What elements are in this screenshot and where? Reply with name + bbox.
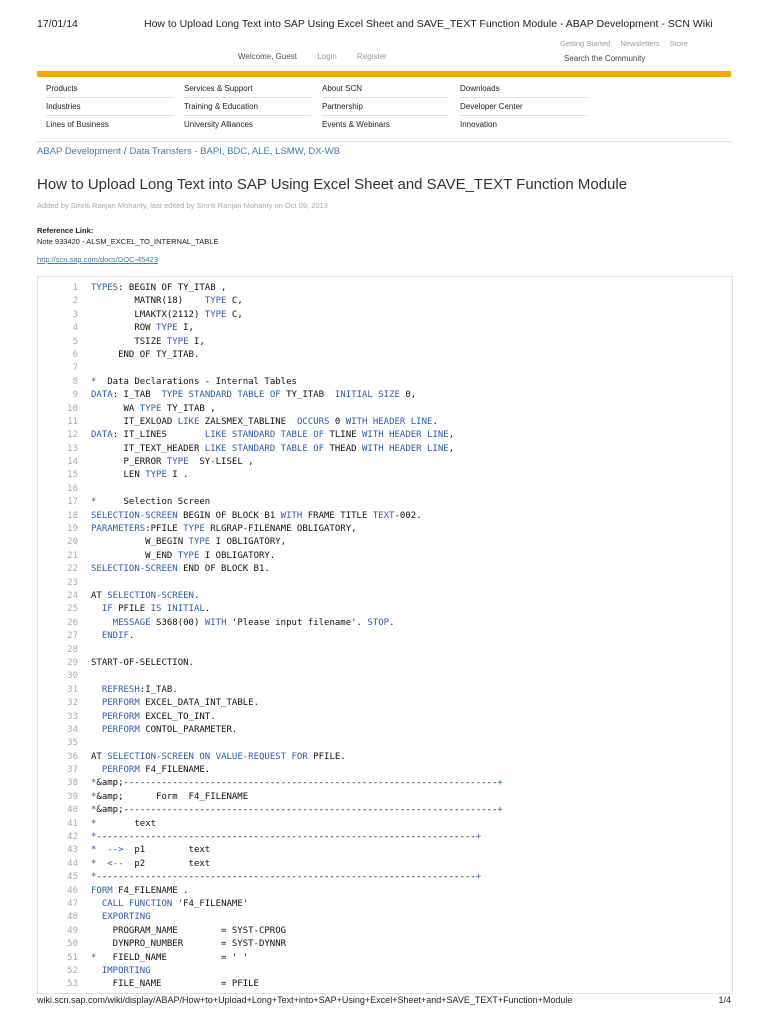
nav-accent-bar	[37, 71, 731, 77]
code-text: DATA: IT_LINES LIKE STANDARD TABLE OF TLINE WITH HEADER LINE,	[91, 430, 455, 441]
code-line	[38, 630, 732, 643]
breadcrumb	[37, 146, 340, 157]
line-number: 45	[67, 872, 78, 883]
line-number: 2	[72, 296, 78, 307]
code-line	[38, 362, 732, 375]
code-line	[38, 831, 732, 844]
line-number: 40	[67, 805, 78, 816]
code-line	[38, 938, 732, 951]
article-byline: Added by Smriti Ranjan Mohanty, last edited by Smriti Ranjan Mohanty on Oct 09, 2013	[37, 201, 328, 210]
code-line	[38, 322, 732, 335]
code-text: SELECTION-SCREEN BEGIN OF BLOCK B1 WITH FRAME TITLE TEXT-002.	[91, 510, 422, 521]
code-text: MATNR(18) TYPE C,	[91, 296, 243, 307]
code-text: * <-- p2 text	[91, 858, 211, 869]
nav-item-partnership[interactable]: Partnership	[322, 98, 449, 116]
line-number: 44	[67, 858, 78, 869]
breadcrumb-parent[interactable]: ABAP Development	[37, 146, 121, 157]
code-lines	[38, 282, 732, 992]
newsletters-link[interactable]: Newsletters	[620, 39, 660, 48]
print-title: How to Upload Long Text into SAP Using Excel Sheet and SAVE_TEXT Function Module - ABAP Development - SCN Wiki	[144, 18, 713, 30]
code-line	[38, 844, 732, 857]
line-number: 6	[72, 349, 78, 360]
code-text: TSIZE TYPE I,	[91, 336, 205, 347]
code-line	[38, 898, 732, 911]
code-line	[38, 336, 732, 349]
line-number: 4	[72, 323, 78, 334]
code-text: P_ERROR TYPE SY-LISEL ,	[91, 457, 254, 468]
print-header	[0, 0, 768, 36]
code-line	[38, 295, 732, 308]
breadcrumb-current[interactable]: Data Transfers - BAPI, BDC, ALE, LSMW, DX-WB	[129, 146, 341, 157]
line-number: 33	[67, 711, 78, 722]
code-line	[38, 777, 732, 790]
line-number: 22	[67, 564, 78, 575]
line-number: 42	[67, 832, 78, 843]
nav-item-industries[interactable]: Industries	[46, 98, 173, 116]
code-line	[38, 349, 732, 362]
code-line	[38, 389, 732, 402]
nav-item-downloads[interactable]: Downloads	[460, 80, 587, 98]
code-line	[38, 978, 732, 991]
code-line	[38, 911, 732, 924]
line-number: 38	[67, 778, 78, 789]
code-line	[38, 456, 732, 469]
code-text: EXPORTING	[101, 912, 151, 923]
code-text: * FIELD_NAME = ' '	[91, 952, 249, 963]
code-line	[38, 282, 732, 295]
code-text: *----------------------------------------------------------------------+	[91, 872, 482, 883]
line-number: 50	[67, 939, 78, 950]
code-line	[38, 309, 732, 322]
code-line	[38, 791, 732, 804]
nav-item-about-scn[interactable]: About SCN	[322, 80, 449, 98]
code-line	[38, 429, 732, 442]
line-number: 21	[67, 550, 78, 561]
code-text: ROW TYPE I,	[91, 323, 194, 334]
code-text: IT_EXLOAD LIKE ZALSMEX_TABLINE OCCURS 0 WITH HEADER LINE.	[91, 416, 438, 427]
line-number: 1	[72, 283, 78, 293]
nav-item-innovation[interactable]: Innovation	[460, 120, 497, 129]
code-line	[38, 483, 732, 496]
code-line	[38, 885, 732, 898]
code-line	[38, 965, 732, 978]
code-text: *----------------------------------------------------------------------+	[91, 832, 482, 843]
code-line	[38, 403, 732, 416]
line-number: 16	[67, 483, 78, 494]
line-number: 46	[67, 885, 78, 896]
line-number: 25	[67, 604, 78, 615]
line-number: 37	[67, 765, 78, 776]
code-line	[38, 496, 732, 509]
breadcrumb-separator: /	[123, 146, 127, 157]
code-text: TYPES: BEGIN OF TY_ITAB ,	[91, 283, 227, 293]
code-text: PERFORM EXCEL_DATA_INT_TABLE.	[101, 698, 259, 709]
search-community-link[interactable]: Search the Community	[564, 54, 646, 63]
utility-links	[560, 39, 696, 48]
welcome-row	[238, 52, 405, 61]
print-date: 17/01/14	[37, 18, 78, 30]
nav-item-lines-of-business[interactable]: Lines of Business	[46, 120, 109, 129]
code-text: PERFORM EXCEL_TO_INT.	[101, 711, 216, 722]
code-text: * text	[91, 818, 157, 829]
code-line	[38, 644, 732, 657]
line-number: 52	[67, 965, 78, 976]
nav-row	[37, 80, 731, 98]
code-text: LEN TYPE I .	[91, 470, 189, 481]
code-text: IT_TEXT_HEADER LIKE STANDARD TABLE OF THEAD WITH HEADER LINE,	[91, 443, 455, 454]
code-line	[38, 590, 732, 603]
code-line	[38, 724, 732, 737]
line-number: 51	[67, 952, 78, 963]
line-number: 35	[67, 738, 78, 749]
code-line	[38, 469, 732, 482]
nav-row	[37, 98, 731, 116]
code-line	[38, 952, 732, 965]
line-number: 20	[67, 537, 78, 548]
line-number: 11	[67, 416, 78, 427]
code-line	[38, 617, 732, 630]
nav-item-products[interactable]: Products	[46, 80, 173, 98]
line-number: 41	[67, 818, 78, 829]
line-number: 17	[67, 497, 78, 508]
code-text: *&amp; Form F4_FILENAME	[91, 791, 249, 802]
code-line	[38, 684, 732, 697]
code-text: START-OF-SELECTION.	[91, 657, 194, 668]
nav-row	[37, 116, 731, 134]
line-number: 24	[67, 590, 78, 601]
code-line	[38, 764, 732, 777]
reference-note: Note 933420 - ALSM_EXCEL_TO_INTERNAL_TABLE	[37, 237, 219, 246]
line-number: 36	[67, 751, 78, 762]
line-number: 27	[67, 631, 78, 642]
code-text: DYNPRO_NUMBER = SYST-DYNNR	[91, 939, 287, 950]
code-line	[38, 550, 732, 563]
store-link[interactable]: Store	[669, 39, 688, 48]
line-number: 29	[67, 657, 78, 668]
line-number: 8	[72, 376, 78, 387]
code-text: LMAKTX(2112) TYPE C,	[91, 309, 243, 320]
nav-item-training-education[interactable]: Training & Education	[184, 98, 311, 116]
line-number: 28	[67, 644, 78, 655]
code-text: MESSAGE S368(00) WITH 'Please input filename'. STOP.	[112, 617, 395, 628]
line-number: 31	[67, 684, 78, 695]
code-text: ENDIF.	[101, 631, 135, 642]
page-number: 1/4	[718, 995, 731, 1005]
line-number: 3	[72, 309, 78, 320]
line-number: 47	[67, 898, 78, 909]
footer-url: wiki.scn.sap.com/wiki/display/ABAP/How+to+Upload+Long+Text+into+SAP+Using+Excel+Sheet+and+SAVE_TEXT+Function+Module	[37, 995, 573, 1005]
nav-item-developer-center[interactable]: Developer Center	[460, 98, 587, 116]
line-number: 30	[67, 671, 78, 682]
page-title: How to Upload Long Text into SAP Using Excel Sheet and SAVE_TEXT Function Module	[37, 176, 628, 193]
code-text: PERFORM CONTOL_PARAMETER.	[101, 724, 238, 735]
code-block	[37, 276, 733, 994]
code-text: * Data Declarations - Internal Tables	[91, 376, 297, 387]
line-number: 43	[67, 845, 78, 856]
reference-link[interactable]: http://scn.sap.com/docs/DOC-45423	[37, 255, 158, 264]
code-text: * --> p1 text	[91, 845, 211, 856]
nav-divider	[37, 141, 731, 142]
code-text: DATA: I_TAB TYPE STANDARD TABLE OF TY_ITAB INITIAL SIZE 0,	[91, 390, 417, 401]
line-number: 23	[67, 577, 78, 588]
code-line	[38, 871, 732, 884]
code-line	[38, 818, 732, 831]
code-text: END OF TY_ITAB.	[91, 349, 200, 360]
code-text: PARAMETERS:PFILE TYPE RLGRAP-FILENAME OBLIGATORY,	[91, 524, 357, 535]
line-number: 12	[67, 430, 78, 441]
nav-item-services-support[interactable]: Services & Support	[184, 80, 311, 98]
code-line	[38, 443, 732, 456]
code-text: SELECTION-SCREEN END OF BLOCK B1.	[91, 564, 270, 575]
code-line	[38, 751, 732, 764]
code-text: WA TYPE TY_ITAB ,	[91, 403, 216, 414]
code-text: AT SELECTION-SCREEN ON VALUE-REQUEST FOR PFILE.	[91, 751, 346, 762]
code-text: CALL FUNCTION 'F4_FILENAME'	[101, 898, 249, 909]
line-number: 10	[67, 403, 78, 414]
code-text: IMPORTING	[101, 965, 151, 976]
code-text: PROGRAM_NAME = SYST-CPROG	[91, 925, 287, 936]
login-link[interactable]: Login	[317, 52, 337, 61]
main-nav	[37, 80, 731, 134]
code-text: AT SELECTION-SCREEN.	[91, 590, 200, 601]
code-text: *&amp;---------------------------------------------------------------------+	[91, 805, 503, 816]
code-text: PERFORM F4_FILENAME.	[101, 765, 211, 776]
code-line	[38, 416, 732, 429]
line-number: 5	[72, 336, 78, 347]
code-text: FORM F4_FILENAME .	[91, 885, 189, 896]
welcome-text: Welcome, Guest	[238, 52, 297, 61]
code-line	[38, 603, 732, 616]
code-text: W_BEGIN TYPE I OBLIGATORY,	[91, 537, 287, 548]
code-line	[38, 657, 732, 670]
code-line	[38, 523, 732, 536]
code-line	[38, 697, 732, 710]
code-text: W_END TYPE I OBLIGATORY.	[91, 550, 276, 561]
line-number: 32	[67, 698, 78, 709]
line-number: 26	[67, 617, 78, 628]
code-line	[38, 577, 732, 590]
code-line	[38, 925, 732, 938]
code-text: FILE_NAME = PFILE	[91, 979, 259, 990]
nav-item-events-webinars[interactable]: Events & Webinars	[322, 120, 390, 129]
line-number: 15	[67, 470, 78, 481]
code-line	[38, 711, 732, 724]
nav-item-university-alliances[interactable]: University Alliances	[184, 120, 253, 129]
line-number: 34	[67, 724, 78, 735]
code-line	[38, 804, 732, 817]
line-number: 9	[72, 390, 78, 401]
code-line	[38, 563, 732, 576]
register-link[interactable]: Register	[357, 52, 387, 61]
reference-label: Reference Link:	[37, 226, 94, 235]
line-number: 13	[67, 443, 78, 454]
code-line	[38, 858, 732, 871]
code-text: * Selection Screen	[91, 497, 211, 508]
line-number: 39	[67, 791, 78, 802]
line-number: 53	[67, 979, 78, 990]
code-text: IF PFILE IS INITIAL.	[101, 604, 211, 615]
code-text: REFRESH:I_TAB.	[101, 684, 178, 695]
code-line	[38, 536, 732, 549]
code-line	[38, 510, 732, 523]
line-number: 14	[67, 457, 78, 468]
code-line	[38, 737, 732, 750]
getting-started-link[interactable]: Getting Started	[560, 39, 611, 48]
line-number: 49	[67, 925, 78, 936]
line-number: 48	[67, 912, 78, 923]
line-number: 18	[67, 510, 78, 521]
line-number: 19	[67, 524, 78, 535]
code-line	[38, 376, 732, 389]
code-line	[38, 670, 732, 683]
code-text: *&amp;---------------------------------------------------------------------+	[91, 778, 503, 789]
line-number: 7	[72, 363, 78, 374]
